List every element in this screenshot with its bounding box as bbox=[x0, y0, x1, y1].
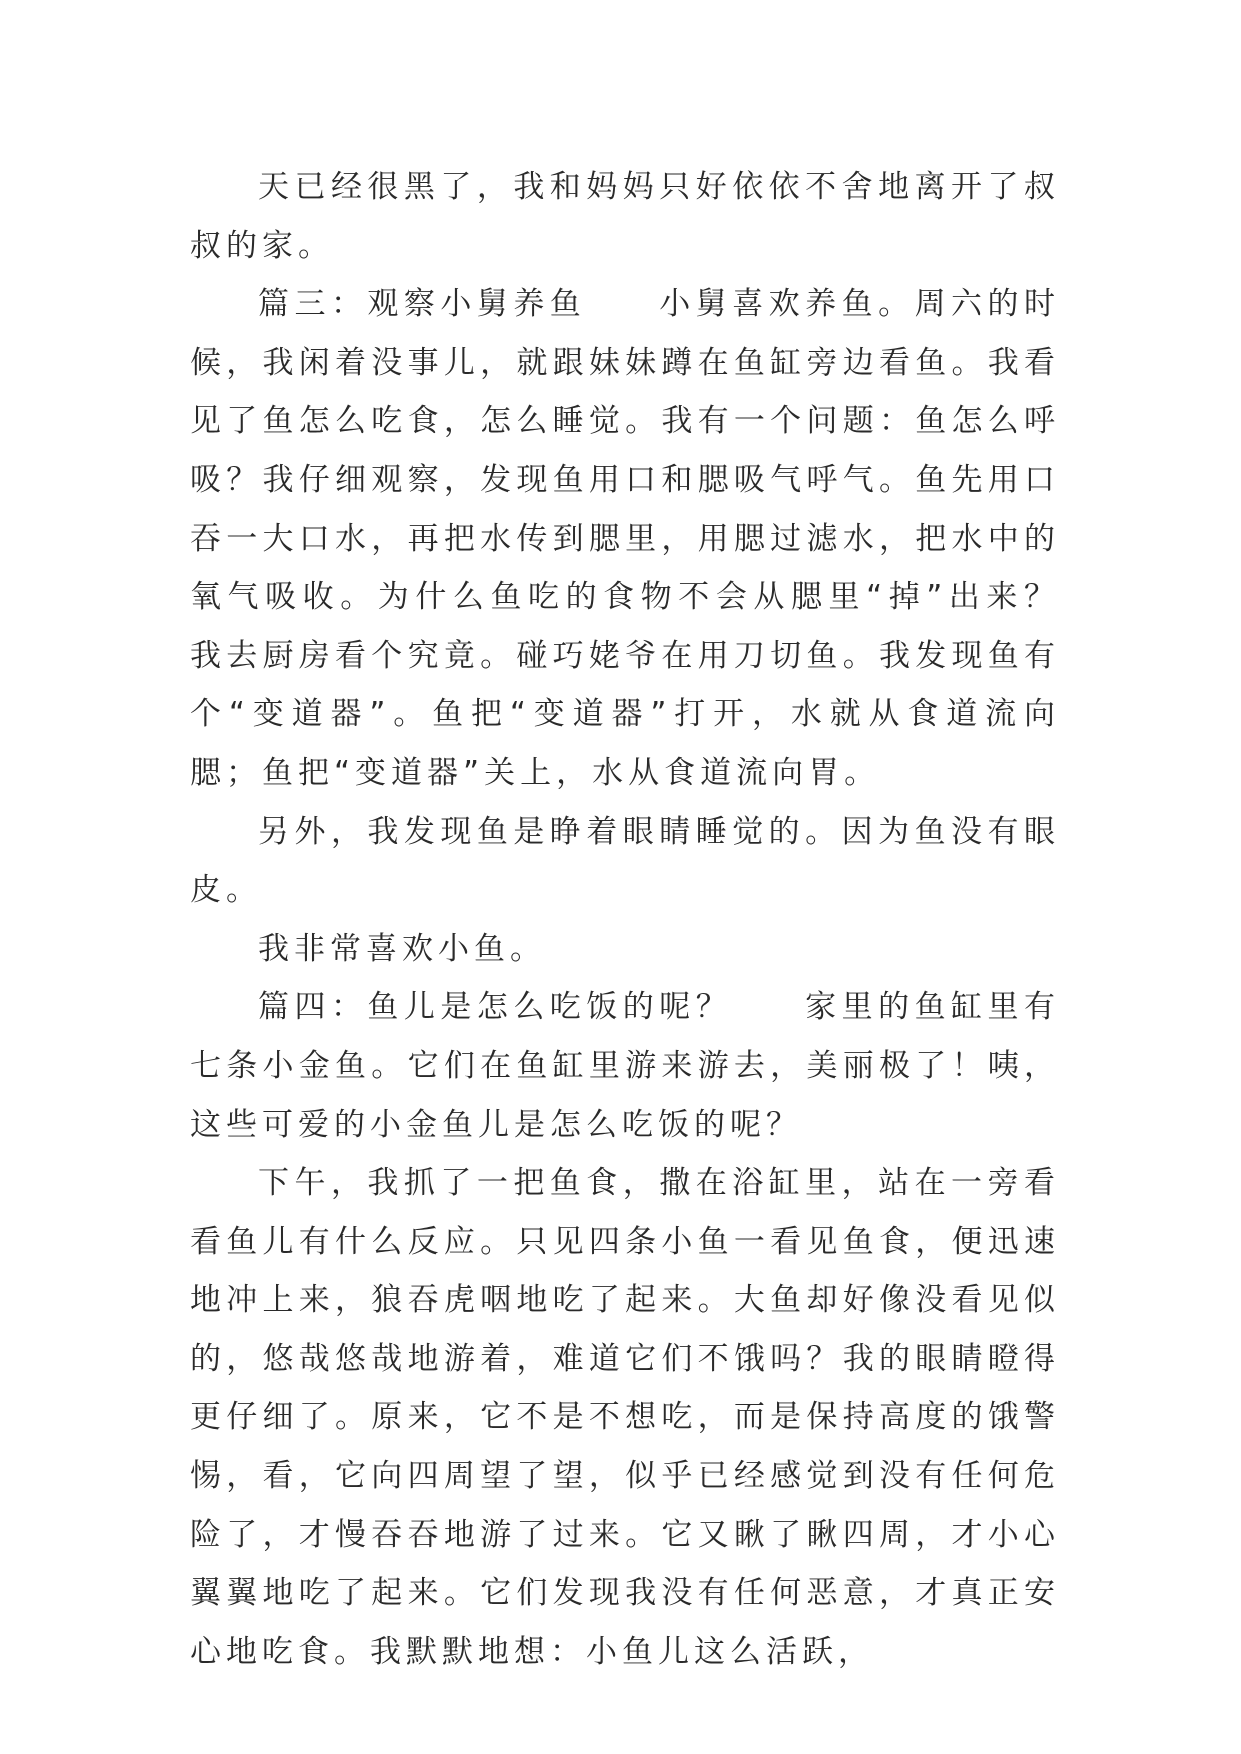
paragraph-part-three-observe-uncle-fish: 篇三：观察小舅养鱼 小舅喜欢养鱼。周六的时候，我闲着没事儿，就跟妹妹蹲在鱼缸旁边看鱼。我看见了鱼怎么吃食，怎么睡觉。我有一个问题：鱼怎么呼吸？我仔细观察，发现鱼用口和腮吸气呼气。鱼先用口吞一大口水，再把水传到腮里，用腮过滤水，把水中的氧气吸收。为什么鱼吃的食物不会从腮里“掉”出来？我去厨房看个究竟。碰巧姥爷在用刀切鱼。我发现鱼有个“变道器”。鱼把“变道器”打开，水就从食道流向腮；鱼把“变道器”关上，水从食道流向胃。 bbox=[190, 286, 1060, 791]
document-body bbox=[190, 158, 1060, 1681]
paragraph-like-fish: 我非常喜欢小鱼。 bbox=[258, 930, 546, 967]
paragraph-part-four-how-fish-eat: 篇四：鱼儿是怎么吃饭的呢？ 家里的鱼缸里有七条小金鱼。它们在鱼缸里游来游去，美丽极了！咦，这些可爱的小金鱼儿是怎么吃饭的呢？ bbox=[190, 989, 1060, 1143]
paragraph-afternoon-feeding: 下午，我抓了一把鱼食，撒在浴缸里，站在一旁看看鱼儿有什么反应。只见四条小鱼一看见鱼食，便迅速地冲上来，狼吞虎咽地吃了起来。大鱼却好像没看见似的，悠哉悠哉地游着，难道它们不饿吗？我的眼睛瞪得更仔细了。原来，它不是不想吃，而是保持高度的饿警惕，看，它向四周望了望，似乎已经感觉到没有任何危险了，才慢吞吞地游了过来。它又瞅了瞅四周，才小心翼翼地吃了起来。它们发现我没有任何恶意，才真正安心地吃食。我默默地想：小鱼儿这么活跃， bbox=[190, 1165, 1060, 1670]
paragraph-leave-uncle-home: 天已经很黑了，我和妈妈只好依依不舍地离开了叔叔的家。 bbox=[190, 169, 1060, 264]
paragraph-fish-sleep-eyes-open: 另外，我发现鱼是睁着眼睛睡觉的。因为鱼没有眼皮。 bbox=[190, 813, 1060, 909]
